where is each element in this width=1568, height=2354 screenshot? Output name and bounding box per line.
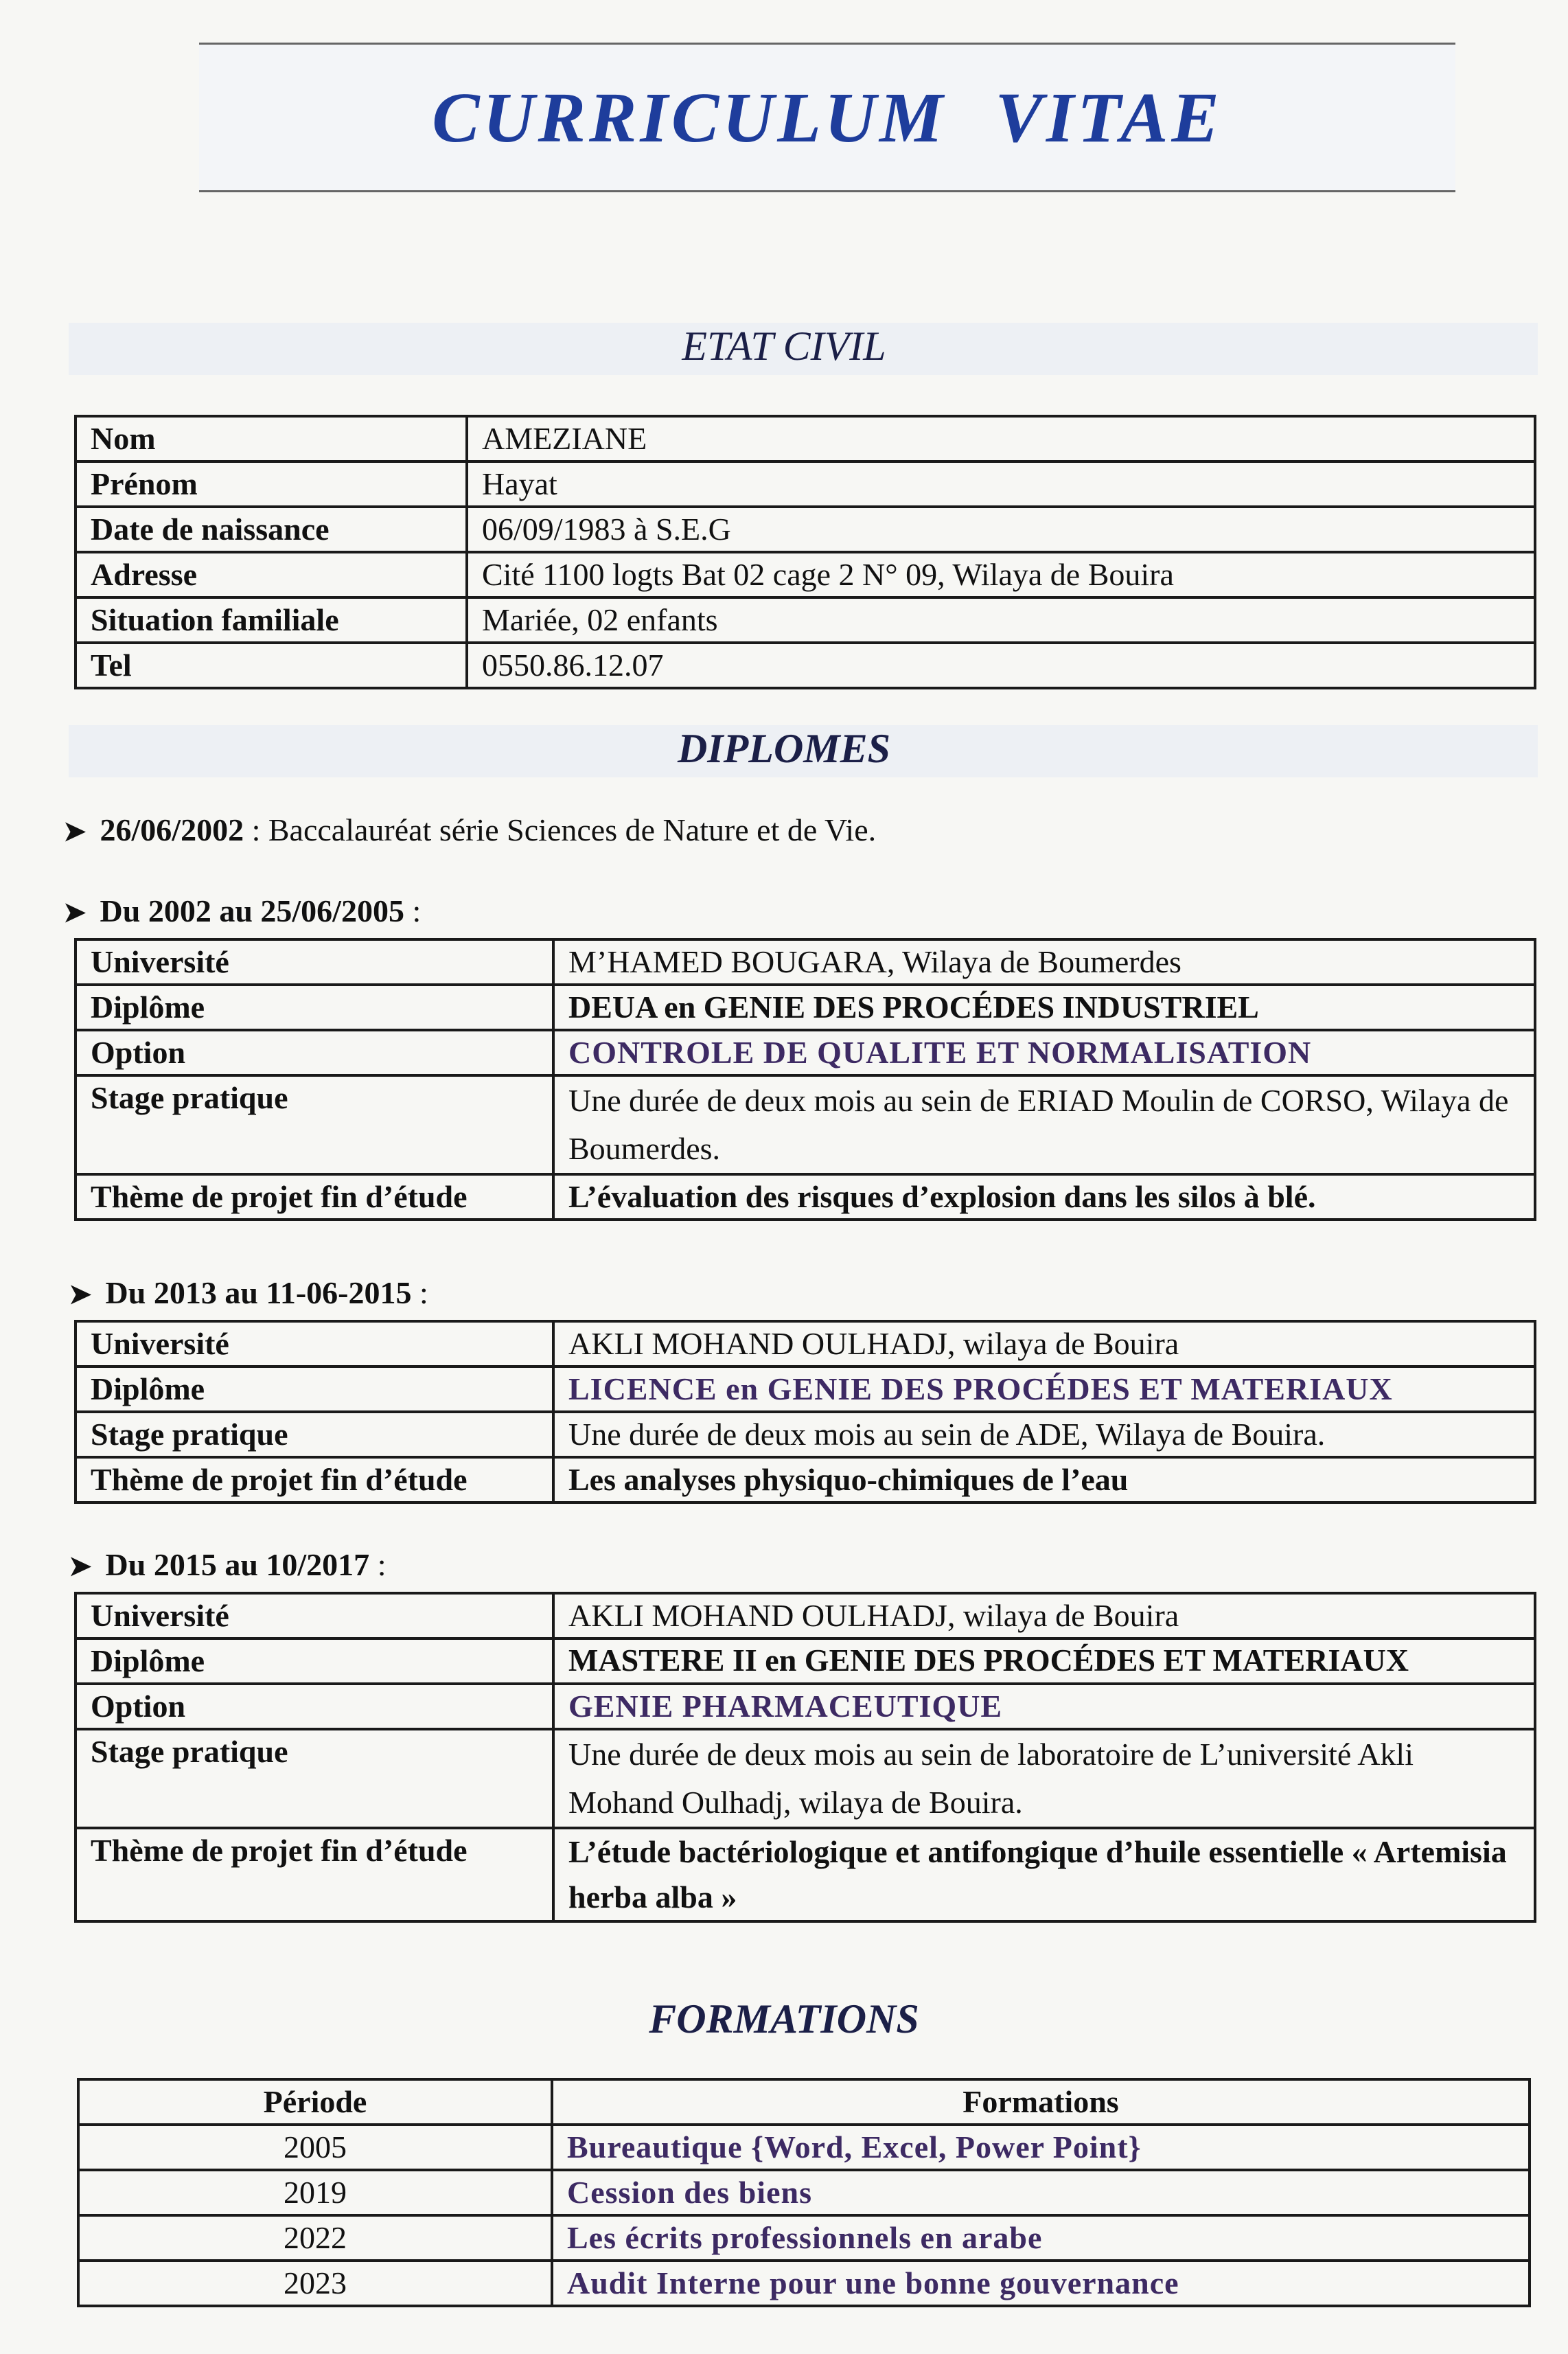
row-label: Thème de projet fin d’étude — [76, 1828, 553, 1921]
arrow-bullet-icon: ➤ — [63, 897, 87, 928]
arrow-bullet-icon: ➤ — [69, 1551, 92, 1581]
row-value: Mariée, 02 enfants — [467, 597, 1535, 643]
row-value: Une durée de deux mois au sein de ADE, Wilaya de Bouira. — [553, 1412, 1535, 1457]
section-diplomes: DIPLOMES — [677, 726, 891, 771]
row-value: LICENCE en GENIE DES PROCÉDES ET MATERIAUX — [553, 1367, 1535, 1412]
table-row — [76, 507, 1535, 552]
table-row — [76, 597, 1535, 643]
entry-period — [63, 893, 421, 929]
period-text: Du 2002 au 25/06/2005 — [100, 893, 404, 928]
entry-period — [69, 1275, 428, 1311]
title-banner — [199, 43, 1455, 192]
table-row — [76, 416, 1535, 461]
row-value: GENIE PHARMACEUTIQUE — [553, 1684, 1535, 1729]
row-value: Une durée de deux mois au sein de laboratoire de L’université Akli Mohand Oulhadj, wilaya de Bouira. — [553, 1729, 1535, 1828]
table-row — [76, 552, 1535, 597]
row-label: Thème de projet fin d’étude — [76, 1174, 553, 1220]
row-value: Hayat — [467, 461, 1535, 507]
table-row — [78, 2170, 1530, 2215]
bac-date: 26/06/2002 — [100, 812, 244, 847]
row-value: M’HAMED BOUGARA, Wilaya de Boumerdes — [553, 939, 1535, 985]
row-label: Option — [76, 1684, 553, 1729]
period-text: Du 2013 au 11-06-2015 — [105, 1275, 412, 1310]
period-cell: 2022 — [78, 2215, 552, 2261]
table-row — [78, 2215, 1530, 2261]
row-value: AKLI MOHAND OULHADJ, wilaya de Bouira — [553, 1321, 1535, 1367]
row-label: Stage pratique — [76, 1729, 553, 1828]
formation-cell: Audit Interne pour une bonne gouvernance — [552, 2261, 1530, 2306]
formation-cell: Cession des biens — [552, 2170, 1530, 2215]
formations-table — [77, 2078, 1531, 2307]
table-row — [76, 1075, 1535, 1174]
row-value: CONTROLE DE QUALITE ET NORMALISATION — [553, 1030, 1535, 1075]
formation-cell: Les écrits professionnels en arabe — [552, 2215, 1530, 2261]
row-value: 0550.86.12.07 — [467, 643, 1535, 688]
row-value: MASTERE II en GENIE DES PROCÉDES ET MATERIAUX — [553, 1638, 1535, 1684]
table-row — [76, 1828, 1535, 1921]
row-value: Cité 1100 logts Bat 02 cage 2 N° 09, Wilaya de Bouira — [467, 552, 1535, 597]
table-row — [76, 985, 1535, 1030]
row-label: Situation familiale — [76, 597, 467, 643]
table-header-row — [78, 2079, 1530, 2125]
table-row — [76, 1367, 1535, 1412]
bac-text: : Baccalauréat série Sciences de Nature et de Vie. — [244, 812, 877, 847]
row-label: Université — [76, 1321, 553, 1367]
table-row — [76, 939, 1535, 985]
row-label: Option — [76, 1030, 553, 1075]
row-value: Les analyses physiquo-chimiques de l’eau — [553, 1457, 1535, 1502]
row-value: L’étude bactériologique et antifongique d’huile essentielle « Artemisia herba alba » — [553, 1828, 1535, 1921]
table-row — [76, 1729, 1535, 1828]
diploma-table-1 — [74, 938, 1536, 1221]
row-value: AKLI MOHAND OULHADJ, wilaya de Bouira — [553, 1593, 1535, 1638]
period-colon: : — [404, 893, 422, 928]
row-label: Stage pratique — [76, 1412, 553, 1457]
row-label: Stage pratique — [76, 1075, 553, 1174]
diploma-table-2 — [74, 1320, 1536, 1504]
row-label: Diplôme — [76, 985, 553, 1030]
row-label: Tel — [76, 643, 467, 688]
table-row — [76, 1321, 1535, 1367]
row-label: Diplôme — [76, 1638, 553, 1684]
column-header-periode: Période — [78, 2079, 552, 2125]
section-formations: FORMATIONS — [649, 1996, 919, 2042]
period-cell: 2023 — [78, 2261, 552, 2306]
table-row — [76, 1412, 1535, 1457]
row-label: Thème de projet fin d’étude — [76, 1457, 553, 1502]
table-row — [78, 2125, 1530, 2170]
row-value: DEUA en GENIE DES PROCÉDES INDUSTRIEL — [553, 985, 1535, 1030]
table-row — [76, 461, 1535, 507]
period-cell: 2019 — [78, 2170, 552, 2215]
row-label: Prénom — [76, 461, 467, 507]
row-label: Date de naissance — [76, 507, 467, 552]
table-row — [76, 1457, 1535, 1502]
row-label: Nom — [76, 416, 467, 461]
arrow-bullet-icon: ➤ — [63, 816, 87, 847]
period-cell: 2005 — [78, 2125, 552, 2170]
entry-period — [69, 1546, 386, 1583]
section-etat-civil: ETAT CIVIL — [682, 323, 886, 369]
column-header-formations: Formations — [552, 2079, 1530, 2125]
row-value: 06/09/1983 à S.E.G — [467, 507, 1535, 552]
arrow-bullet-icon: ➤ — [69, 1279, 92, 1310]
row-label: Université — [76, 1593, 553, 1638]
period-text: Du 2015 au 10/2017 — [105, 1547, 370, 1582]
table-row — [76, 1174, 1535, 1220]
table-row — [76, 1030, 1535, 1075]
row-label: Université — [76, 939, 553, 985]
table-row — [76, 1684, 1535, 1729]
row-value: AMEZIANE — [467, 416, 1535, 461]
row-label: Diplôme — [76, 1367, 553, 1412]
period-colon: : — [369, 1547, 387, 1582]
row-value: Une durée de deux mois au sein de ERIAD Moulin de CORSO, Wilaya de Boumerdes. — [553, 1075, 1535, 1174]
page-title: CURRICULUM VITAE — [432, 78, 1223, 157]
formation-cell: Bureautique {Word, Excel, Power Point} — [552, 2125, 1530, 2170]
table-row — [76, 643, 1535, 688]
table-row — [76, 1593, 1535, 1638]
row-value: L’évaluation des risques d’explosion dans les silos à blé. — [553, 1174, 1535, 1220]
table-row — [76, 1638, 1535, 1684]
etat-civil-table — [74, 415, 1536, 689]
period-colon: : — [411, 1275, 428, 1310]
row-label: Adresse — [76, 552, 467, 597]
table-row — [78, 2261, 1530, 2306]
diploma-table-3 — [74, 1592, 1536, 1923]
bac-line — [63, 812, 876, 848]
